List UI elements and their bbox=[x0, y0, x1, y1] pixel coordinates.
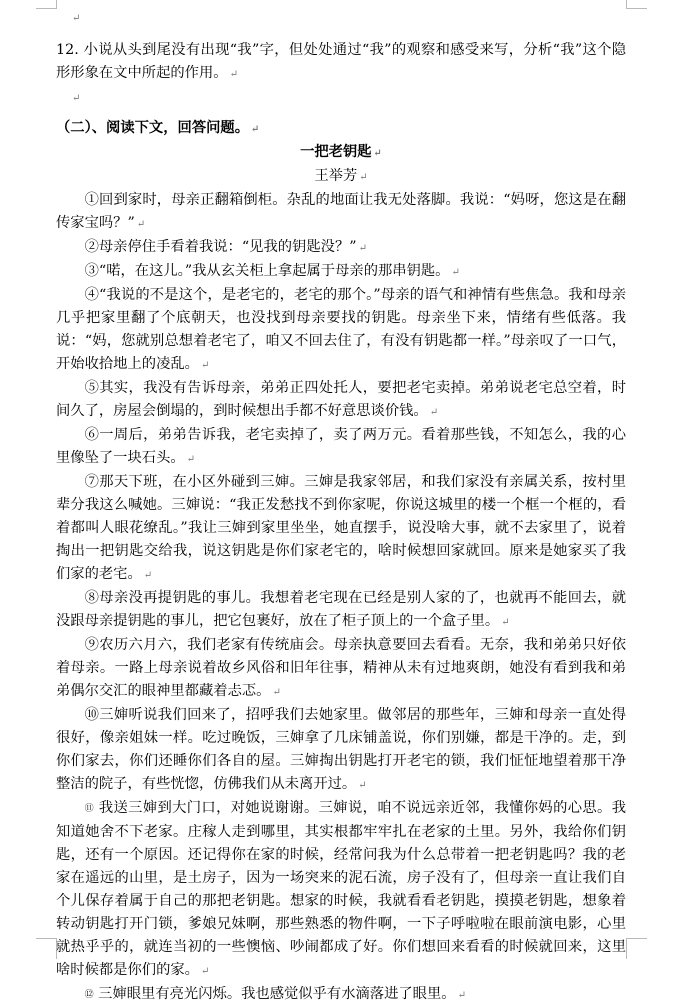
paragraph-mark: ↵ bbox=[229, 69, 238, 80]
story-paragraph-7: ⑦那天下班，在小区外碰到三婶。三婶是我家邻居，和我们家没有亲属关系，按村里辈分我这么喊她。三婶说：“我正发愁找不到你家呢，你说这城里的楼一个框一个框的，看着都叫人眼花缭乱。”我让三婶到家里坐坐，她直摆手，说没啥大事，就不去家里了，说着掏出一把钥匙交给我，说这钥匙是你们家老宅的，啥时候想回家就回。原来是她家买了我们家的老宅。 ↵ bbox=[56, 474, 626, 582]
story-author bbox=[56, 165, 626, 189]
paragraph-mark: ↵ bbox=[373, 148, 382, 159]
document-body bbox=[56, 6, 626, 1007]
paragraph-mark: ↵ bbox=[72, 93, 81, 104]
story-paragraph-4: ④“我说的不是这个，是老宅的，老宅的那个。”母亲的语气和神情有些焦急。我和母亲几乎把家里翻了个底朝天，也没找到母亲要找的钥匙。母亲坐下来，情绪有些低落。我说：“妈，您就别总想着老宅了，咱又不回去住了，有没有钥匙都一样。”母亲叹了一口气，开始收拾地上的凌乱。 ↵ bbox=[56, 287, 626, 372]
story-paragraph-11: ⑪ 我送三婶到大门口，对她说谢谢。三婶说，咱不说远亲近邻，我懂你妈的心思。我知道她舍不下老家。庄稼人走到哪里，其实根都牢牢扎在老家的土里。另外，我给你们钥匙，还有一个原因。还记得你在家的时候，经常问我为什么总带着一把老钥匙吗？我的老家在遥远的山里，是土房子，因为一场突来的泥石流，房子没有了，但母亲一直让我们自个儿保存着属于自己的那把老钥匙。想家的时候，我就看看老钥匙，摸摸老钥匙，想象着转动钥匙打开门锁，爹娘兄妹啊，那些熟悉的物件啊，一下子呼啦啦在眼前演电影，心里就热乎乎的，就连当初的一些懊恼、吵闹都成了好。你们想回来看看的时候就回来，这里啥时候都是你们的家。 ↵ bbox=[56, 800, 626, 978]
story-paragraph-5: ⑤其实，我没有告诉母亲，弟弟正四处托人，要把老宅卖掉。弟弟说老宅总空着，时间久了，房屋会倒塌的，到时候想出手都不好意思谈价钱。 ↵ bbox=[56, 380, 626, 419]
empty-line bbox=[56, 86, 626, 109]
story-paragraph-10: ⑩三婶听说我们回来了，招呼我们去她家里。做邻居的那些年，三婶和母亲一直处得很好，像亲姐妹一样。吃过晚饭，三婶拿了几床铺盖说，你们别嫌，都是干净的。走，到你们家去，你们还睡你们各自的屋。三婶掏出钥匙打开老宅的锁，我们怔怔地望着那干净整洁的院子，有些恍惚，仿佛我们从未离开过。 ↵ bbox=[56, 707, 626, 792]
paragraph-number: ⑪ bbox=[84, 804, 94, 814]
story-paragraph-9: ⑨农历六月六，我们老家有传统庙会。母亲执意要回去看看。无奈，我和弟弟只好依着母亲。一路上母亲说着故乡风俗和旧年往事，精神从未有过地爽朗，她没有看到我和弟弟偶尔交汇的眼神里都藏着忐忑。 ↵ bbox=[56, 637, 626, 699]
crop-mark-top-right bbox=[626, 0, 647, 9]
story-paragraph-3: ③“喏，在这儿。”我从玄关柜上拿起属于母亲的那串钥匙。 ↵ bbox=[84, 263, 460, 279]
story-author-text: 王举芳 bbox=[314, 168, 358, 184]
story-paragraph-2: ②母亲停住手看着我说：“见我的钥匙没？” ↵ bbox=[84, 239, 367, 255]
story-paragraph-12: ⑫ 三婶眼里有亮光闪烁。我也感觉似乎有水滴落进了眼里。 ↵ bbox=[84, 986, 466, 1002]
paragraph-number: ⑫ bbox=[84, 990, 94, 1000]
crop-mark-bottom-right bbox=[626, 938, 647, 959]
story-paragraph-8: ⑧母亲没再提钥匙的事儿。我想着老宅现在已经是别人家的了，也就再不能回去，就没跟母亲提钥匙的事儿，把它包裹好，放在了柜子顶上的一个盒子里。 ↵ bbox=[56, 590, 626, 629]
paragraph-mark: ↵ bbox=[72, 13, 81, 24]
story-paragraph-6: ⑥一周后，弟弟告诉我，老宅卖掉了，卖了两万元。看着那些钱，不知怎么，我的心里像坠了一块石头。 ↵ bbox=[56, 427, 626, 466]
story-title-text: 一把老钥匙 bbox=[300, 144, 372, 160]
story-paragraph-1: ①回到家时，母亲正翻箱倒柜。杂乱的地面让我无处落脚。我说：“妈呀，您这是在翻传家宝吗？” ↵ bbox=[56, 192, 626, 231]
section-title bbox=[56, 117, 626, 141]
paragraph-mark: ↵ bbox=[359, 172, 368, 183]
section-title-text: （二）、阅读下文，回答问题。 bbox=[56, 120, 250, 136]
story-title bbox=[56, 141, 626, 165]
crop-mark-bottom-left bbox=[36, 938, 57, 959]
paragraph-mark: ↵ bbox=[251, 124, 260, 135]
question-12-text: 12. 小说从头到尾没有出现“我”字，但处处通过“我”的观察和感受来写，分析“我”这个隐形形象在文中所起的作用。 bbox=[56, 42, 626, 81]
empty-line bbox=[56, 6, 626, 29]
crop-mark-top-left bbox=[36, 0, 57, 9]
question-12 bbox=[56, 39, 626, 86]
